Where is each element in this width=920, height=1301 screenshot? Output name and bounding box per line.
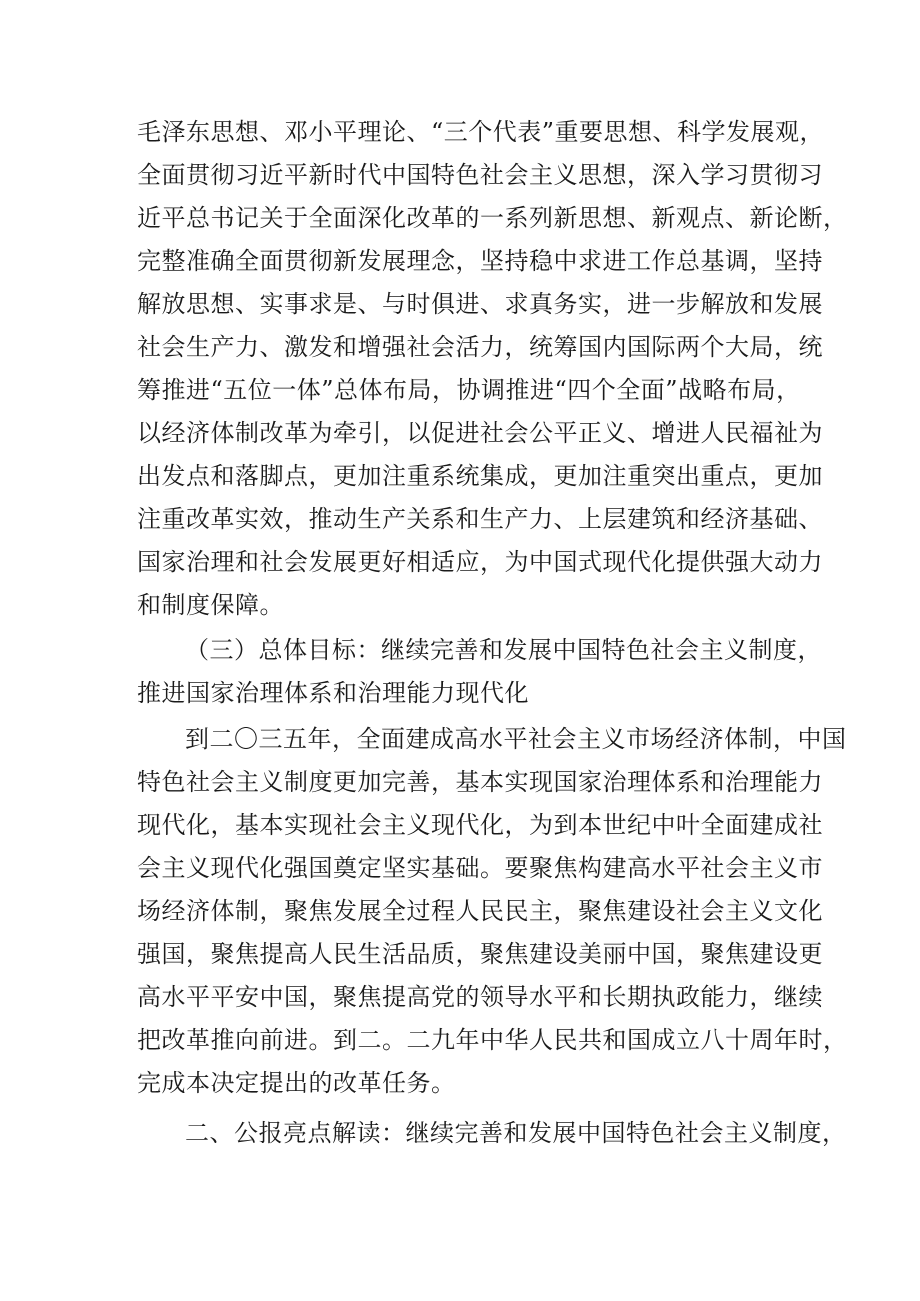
- paragraph-2-line-4: 会主义现代化强国奠定坚实基础。要聚焦构建高水平社会主义市: [137, 854, 823, 882]
- paragraph-1-line-2: 全面贯彻习近平新时代中国特色社会主义思想，深入学习贯彻习: [137, 161, 823, 189]
- paragraph-1-line-3: 近平总书记关于全面深化改革的一系列新思想、新观点、新论断，: [137, 204, 848, 232]
- paragraph-2-line-6: 强国，聚焦提高人民生活品质，聚焦建设美丽中国，聚焦建设更: [137, 940, 823, 968]
- paragraph-1-line-4: 完整准确全面贯彻新发展理念，坚持稳中求进工作总基调，坚持: [137, 247, 823, 275]
- paragraph-1-line-11: 国家治理和社会发展更好相适应，为中国式现代化提供强大动力: [137, 548, 823, 576]
- paragraph-1-line-12: 和制度保障。: [137, 591, 284, 619]
- paragraph-2-line-9: 完成本决定提出的改革任务。: [137, 1069, 456, 1097]
- paragraph-2-line-7: 高水平平安中国，聚焦提高党的领导水平和长期执政能力，继续: [137, 983, 823, 1011]
- paragraph-1-line-1: 毛泽东思想、邓小平理论、“三个代表”重要思想、科学发展观，: [137, 118, 825, 146]
- chapter-heading: 二、公报亮点解读：继续完善和发展中国特色社会主义制度，: [185, 1119, 847, 1147]
- section-heading-line-1: （三）总体目标：继续完善和发展中国特色社会主义制度，: [185, 636, 822, 664]
- paragraph-1-line-9: 出发点和落脚点，更加注重系统集成，更加注重突出重点，更加: [137, 462, 823, 490]
- paragraph-2-line-3: 现代化，基本实现社会主义现代化，为到本世纪中叶全面建成社: [137, 811, 823, 839]
- paragraph-2-line-2: 特色社会主义制度更加完善，基本实现国家治理体系和治理能力: [137, 768, 823, 796]
- paragraph-1-line-6: 社会生产力、激发和增强社会活力，统筹国内国际两个大局，统: [137, 333, 823, 361]
- paragraph-1-line-5: 解放思想、实事求是、与时俱进、求真务实，进一步解放和发展: [137, 290, 823, 318]
- paragraph-1-line-10: 注重改革实效，推动生产关系和生产力、上层建筑和经济基础、: [137, 505, 823, 533]
- paragraph-2-line-5: 场经济体制，聚焦发展全过程人民民主，聚焦建设社会主义文化: [137, 897, 823, 925]
- paragraph-2-line-1: 到二〇三五年，全面建成高水平社会主义市场经济体制，中国: [185, 725, 847, 753]
- section-heading-line-2: 推进国家治理体系和治理能力现代化: [137, 679, 529, 707]
- paragraph-1-line-7: 筹推进“五位一体”总体布局，协调推进“四个全面”战略布局，: [137, 376, 801, 404]
- paragraph-2-line-8: 把改革推向前进。到二。二九年中华人民共和国成立八十周年时，: [137, 1026, 848, 1054]
- paragraph-1-line-8: 以经济体制改革为牵引，以促进社会公平正义、增进人民福祉为: [137, 419, 823, 447]
